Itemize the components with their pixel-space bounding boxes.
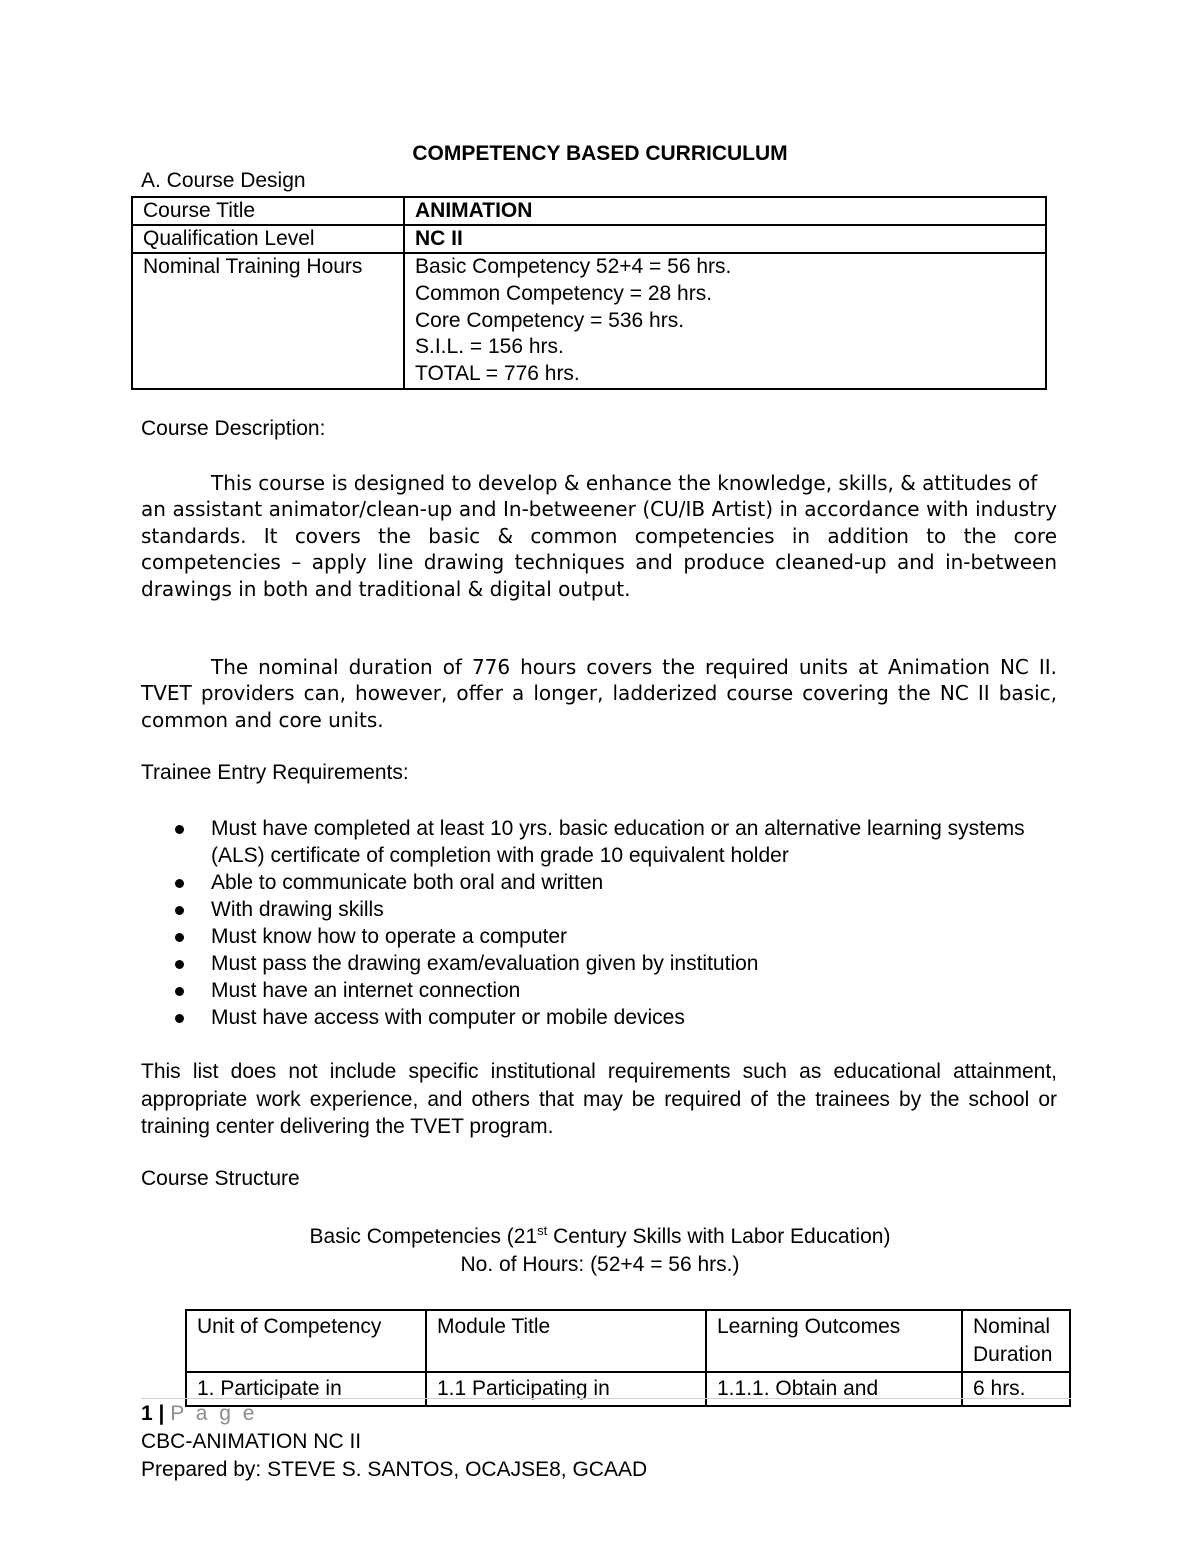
qualification-level-value: NC II — [404, 225, 1046, 253]
bullet-icon — [175, 960, 184, 969]
list-note-paragraph: This list does not include specific institutional requirements such as educational attainment, appropriate work experience, and others that may be required of the trainees by the school or training center delivering the TVET program. — [141, 1060, 1057, 1138]
course-title-label: Course Title — [132, 197, 404, 225]
course-title-value: ANIMATION — [404, 197, 1046, 225]
basic-competencies-heading — [0, 1223, 1200, 1249]
description-paragraph-2: The nominal duration of 776 hours covers the required units at Animation NC II. TVET providers can, however, offer a longer, ladderized course covering the NC II basic, common and core units. — [141, 655, 1057, 732]
bullet-icon — [175, 987, 184, 996]
document-title: COMPETENCY BASED CURRICULUM — [412, 142, 788, 165]
basic-hours-heading: No. of Hours: (52+4 = 56 hrs.) — [460, 1253, 740, 1276]
list-item — [141, 815, 1041, 869]
entry-requirements-list — [141, 815, 1041, 1031]
basic-hours-line: Basic Competency 52+4 = 56 hrs. — [415, 255, 732, 278]
heading-text-pre: Basic Competencies (21 — [309, 1225, 538, 1248]
table-row — [186, 1372, 1070, 1406]
description-p1-rest: an assistant animator/clean-up and In-betweener (CU/IB Artist) in accordance with industry standards. It covers the basic & common competencies in addition to the core competencies – apply line drawing techniques and produce cleaned-up and in-between drawings in both and traditional & digital output. — [141, 497, 1057, 601]
list-item — [141, 923, 1041, 950]
bullet-icon — [175, 933, 184, 942]
entry-requirements-label: Trainee Entry Requirements: — [141, 761, 409, 784]
section-a-label: A. Course Design — [141, 169, 306, 192]
list-item-text: Must have access with computer or mobile devices — [211, 1006, 685, 1029]
footer-doc-code: CBC-ANIMATION NC II — [141, 1430, 362, 1453]
core-hours-line: Core Competency = 536 hrs. — [415, 308, 685, 332]
footer-prepared-by: Prepared by: STEVE S. SANTOS, OCAJSE8, GCAAD — [141, 1458, 648, 1481]
training-hours-value — [404, 253, 1046, 389]
course-description-label: Course Description: — [141, 417, 326, 440]
header-unit: Unit of Competency — [186, 1310, 426, 1372]
table-row — [132, 253, 1046, 389]
list-item — [141, 896, 1041, 923]
course-design-table — [131, 196, 1047, 390]
bullet-icon — [175, 906, 184, 915]
heading-superscript: st — [537, 1223, 548, 1238]
list-item-text: Must pass the drawing exam/evaluation given by institution — [211, 952, 759, 975]
cell-duration: 6 hrs. — [962, 1372, 1070, 1406]
list-item — [141, 977, 1041, 1004]
description-paragraph-1 — [141, 470, 1057, 602]
course-structure-label: Course Structure — [141, 1167, 300, 1190]
table-header-row — [186, 1310, 1070, 1372]
header-outcomes: Learning Outcomes — [706, 1310, 962, 1372]
sil-hours-line: S.I.L. = 156 hrs. — [415, 335, 564, 359]
total-hours-line: TOTAL = 776 hrs. — [415, 362, 580, 386]
list-item — [141, 950, 1041, 977]
footer-page-number — [141, 1402, 257, 1426]
cell-outcomes: 1.1.1. Obtain and — [706, 1372, 962, 1406]
page-number: 1 | — [141, 1402, 165, 1425]
cell-module: 1.1 Participating in — [426, 1372, 706, 1406]
table-row — [132, 225, 1046, 253]
qualification-level-label: Qualification Level — [132, 225, 404, 253]
list-item-text: With drawing skills — [211, 898, 384, 921]
training-hours-label: Nominal Training Hours — [132, 253, 404, 389]
table-row — [132, 197, 1046, 225]
footer-divider — [141, 1398, 1071, 1399]
list-item-text: Must know how to operate a computer — [211, 925, 568, 948]
bullet-icon — [175, 825, 184, 834]
bullet-icon — [175, 1014, 184, 1023]
common-hours-line: Common Competency = 28 hrs. — [415, 281, 713, 305]
heading-text-post: Century Skills with Labor Education) — [547, 1225, 891, 1248]
header-module: Module Title — [426, 1310, 706, 1372]
page-word: P a g e — [170, 1402, 258, 1425]
list-item-text: Able to communicate both oral and written — [211, 871, 604, 894]
list-item — [141, 1004, 1041, 1031]
bullet-icon — [175, 879, 184, 888]
course-structure-table — [185, 1309, 1071, 1407]
header-duration: Nominal Duration — [962, 1310, 1070, 1372]
cell-unit: 1. Participate in — [186, 1372, 426, 1406]
list-item-text: Must have completed at least 10 yrs. basic education or an alternative learning systems (ALS) certificate of completion with grade 10 equivalent holder — [211, 817, 1025, 867]
description-p1-first: This course is designed to develop & enhance the knowledge, skills, & attitudes of — [211, 471, 1038, 495]
list-item — [141, 869, 1041, 896]
list-item-text: Must have an internet connection — [211, 979, 521, 1002]
